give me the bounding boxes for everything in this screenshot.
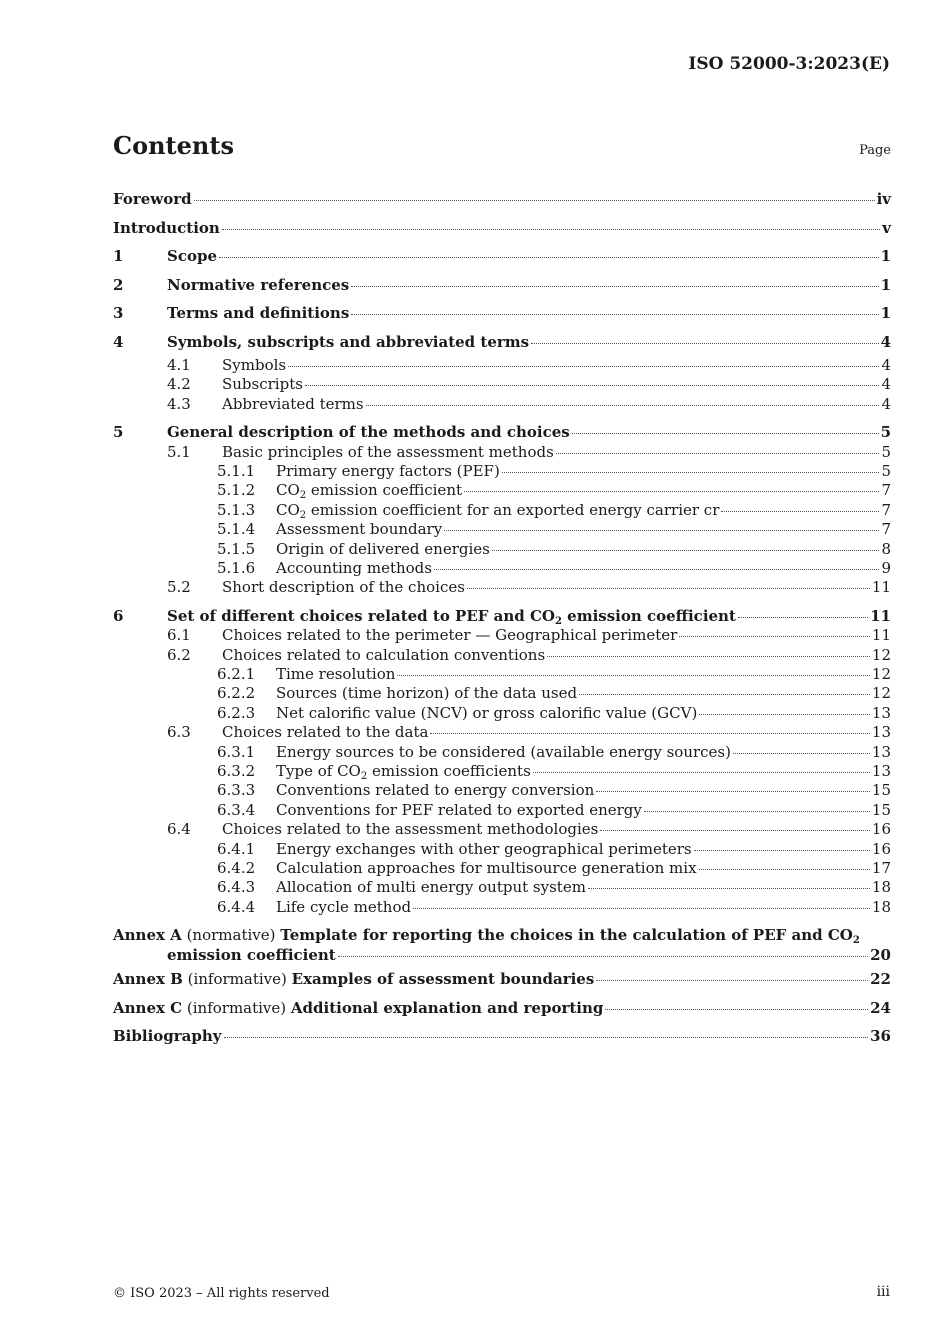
- toc-entry-4-2[interactable]: 4.2 Subscripts 4: [167, 375, 891, 394]
- toc-entry-section-4[interactable]: 4 Symbols, subscripts and abbreviated terms 4: [113, 332, 891, 351]
- toc-entry-6-2-1[interactable]: 6.2.1 Time resolution 12: [217, 665, 891, 684]
- page-number: iii: [876, 1284, 890, 1300]
- toc-entry-6-4[interactable]: 6.4 Choices related to the assessment methodologies 16: [167, 820, 891, 839]
- toc-entry-section-5[interactable]: 5 General description of the methods and choices 5: [113, 423, 891, 442]
- page-title: Contents: [113, 131, 234, 160]
- page-column-label: Page: [859, 143, 891, 158]
- table-of-contents: [113, 185, 891, 1051]
- toc-entry-6-4-4[interactable]: 6.4.4 Life cycle method 18: [217, 897, 891, 916]
- toc-entry-4-3[interactable]: 4.3 Abbreviated terms 4: [167, 394, 891, 413]
- copyright-notice: © ISO 2023 – All rights reserved: [113, 1286, 330, 1301]
- toc-entry-6-4-2[interactable]: 6.4.2 Calculation approaches for multisource generation mix 17: [217, 858, 891, 877]
- toc-entry-5-2[interactable]: 5.2 Short description of the choices 11: [167, 578, 891, 597]
- toc-entry-5-1-1[interactable]: 5.1.1 Primary energy factors (PEF) 5: [217, 462, 891, 481]
- toc-entry-normative-references[interactable]: 2 Normative references 1: [113, 275, 891, 294]
- toc-entry-section-6[interactable]: 6 Set of different choices related to PEF and $CO_2$ emission coefficient 11: [113, 606, 891, 627]
- toc-entry-foreword[interactable]: Foreword iv: [113, 190, 891, 208]
- toc-entry-5-1-5[interactable]: 5.1.5 Origin of delivered energies 8: [217, 539, 891, 558]
- toc-entry-6-3-1[interactable]: 6.3.1 Energy sources to be considered (available energy sources) 13: [217, 742, 891, 761]
- toc-entry-annex-b[interactable]: Annex B (informative) Examples of assessment boundaries 22: [113, 970, 891, 989]
- toc-entry-introduction[interactable]: Introduction v: [113, 218, 891, 237]
- toc-entry-4-1[interactable]: 4.1 Symbols 4: [167, 356, 891, 374]
- toc-entry-6-3-4[interactable]: 6.3.4 Conventions for PEF related to exported energy 15: [217, 800, 891, 819]
- toc-entry-6-2[interactable]: 6.2 Choices related to calculation conventions 12: [167, 645, 891, 664]
- toc-entry-6-4-3[interactable]: 6.4.3 Allocation of multi energy output system 18: [217, 878, 891, 897]
- toc-entry-6-3-3[interactable]: 6.3.3 Conventions related to energy conversion 15: [217, 781, 891, 800]
- toc-entry-bibliography[interactable]: Bibliography 36: [113, 1027, 891, 1046]
- toc-entry-6-1[interactable]: 6.1 Choices related to the perimeter — Geographical perimeter 11: [167, 626, 891, 645]
- toc-entry-6-3-2[interactable]: 6.3.2 Type of $CO_2$ emission coefficients 13: [217, 762, 891, 783]
- toc-entry-5-1-2[interactable]: 5.1.2 $CO_2$ emission coefficient 7: [217, 481, 891, 502]
- toc-entry-6-2-2[interactable]: 6.2.2 Sources (time horizon) of the data used 12: [217, 684, 891, 703]
- toc-entry-5-1-3[interactable]: 5.1.3 $CO_2$ emission coefficient for an exported energy carrier cr 7: [217, 500, 891, 521]
- toc-entry-5-1-4[interactable]: 5.1.4 Assessment boundary 7: [217, 520, 891, 539]
- toc-entry-6-4-1[interactable]: 6.4.1 Energy exchanges with other geographical perimeters 16: [217, 839, 891, 858]
- toc-entry-5-1-6[interactable]: 5.1.6 Accounting methods 9: [217, 559, 891, 578]
- toc-entry-annex-a[interactable]: Annex A (normative) Template for reporting the choices in the calculation of PEF and $CO_2$ emission coefficient 20: [113, 926, 891, 964]
- toc-entry-6-3[interactable]: 6.3 Choices related to the data 13: [167, 723, 891, 742]
- toc-entry-annex-c[interactable]: Annex C (informative) Additional explanation and reporting 24: [113, 998, 891, 1017]
- toc-entry-scope[interactable]: 1 Scope 1: [113, 247, 891, 265]
- toc-entry-6-2-3[interactable]: 6.2.3 Net calorific value (NCV) or gross calorific value (GCV) 13: [217, 703, 891, 722]
- document-id: ISO 52000-3:2023(E): [688, 54, 890, 74]
- toc-entry-5-1[interactable]: 5.1 Basic principles of the assessment methods 5: [167, 442, 891, 461]
- toc-entry-terms-definitions[interactable]: 3 Terms and definitions 1: [113, 304, 891, 322]
